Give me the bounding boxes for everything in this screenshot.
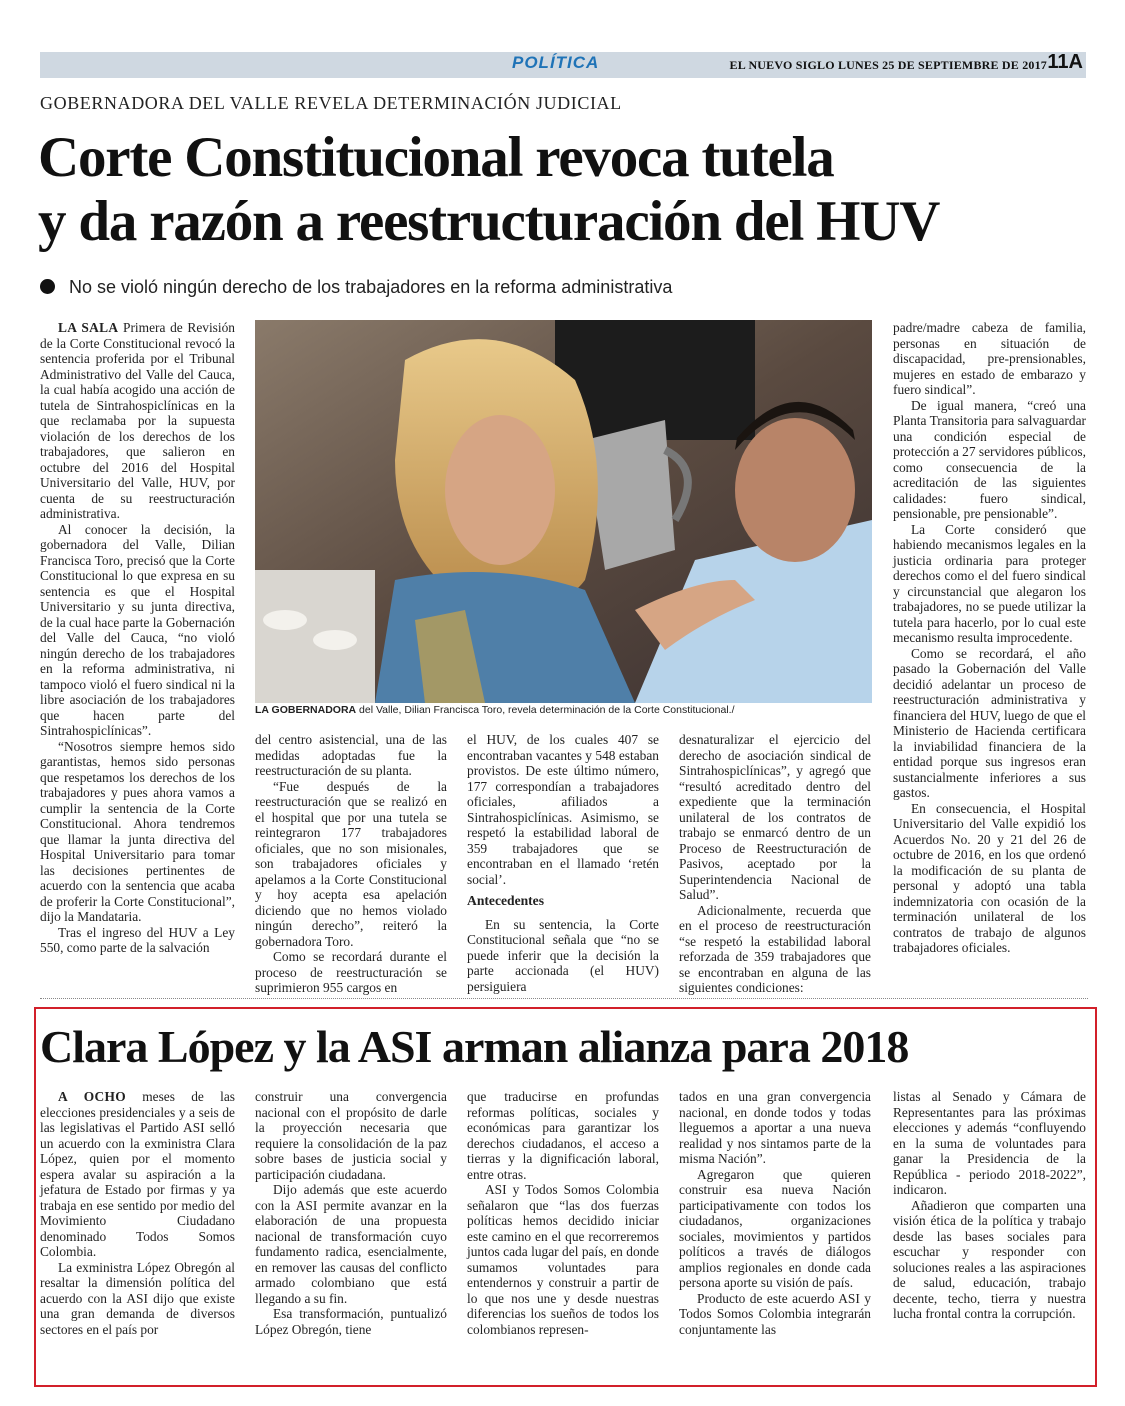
paragraph-text: meses de las elecciones presidenciales y a seis de las legislativas el Partido ASI selló un acuerdo con la exministra Clara López, quien por el momento espera avalar su aspiración a la jefatura de Estado por firmas y ya trabaja en ese sentido por medio del Movimiento Ciudadano denominado Todos Somos Colombia. (40, 1089, 236, 1259)
paragraph: desnaturalizar el ejercicio del derecho de asociación sindical de Sintrahospiclínicas”, y agregó que “resultó acreditado dentro del expediente que la terminación unilateral de los contratos de trabajo se enmarcó dentro de un Proceso de Reestructuración de Pasivos, aceptado por la Superintendencia Nacional de Salud”. (679, 732, 871, 902)
article1-column-5 (893, 320, 1086, 956)
headline-line-2: y da razón a reestructuración del HUV (38, 190, 940, 253)
article1-column-2 (255, 732, 447, 996)
article1-column-3 (467, 732, 659, 994)
article-photo (255, 320, 872, 703)
article2-column-2 (255, 1089, 447, 1337)
section-label: POLÍTICA (512, 53, 600, 72)
paragraph: De igual manera, “creó una Planta Transitoria para salvaguardar una condición especial de protección a 27 servidores públicos, como consecuencia de la acreditación de las siguientes calidades: fuero sindical, pensionable, pre pensionable”. (893, 397, 1086, 521)
page-number: 11A (1047, 51, 1083, 73)
bullet-icon (40, 279, 55, 294)
caption-lead: LA GOBERNADORA (255, 704, 357, 716)
paragraph: En su sentencia, la Corte Constitucional señala que “no se puede inferir que la decisión la parte accionada (el HUV) persiguiera (467, 916, 659, 994)
paragraph: tados en una gran convergencia nacional, en donde todos y todas lleguemos a aportar a una nueva realidad y nos sintamos parte de la misma Nación”. (679, 1089, 871, 1166)
paragraph: Al conocer la decisión, la gobernadora del Valle, Dilian Francisca Toro, precisó que la Corte Constitucional lo que expresa en su sentencia es que el Hospital Universitario y su junta directiva, de la cual hace parte la Gobernación del Valle del Cauca, “no violó ningún derecho de los trabajadores en la reforma administrativa, ni tampoco violó el fuero sindical ni la libre asociación de los trabajadores que hacen parte del Sintrahospiclínicas”. (40, 521, 235, 738)
article2-headline: Clara López y la ASI arman alianza para 2018 (40, 1021, 909, 1072)
article2-column-5 (893, 1089, 1086, 1322)
paragraph-text: Primera de Revisión de la Corte Constitucional revocó la sentencia proferida por el Tribunal Administrativo del Valle del Cauca, la cual había acogido una acción de tutela de Sintrahospiclínicas en la que reclamaba por la supuesta violación de los derechos de los trabajadores, que salieron en octubre del 2016 del Hospital Universitario del Valle, HUV, por cuenta de su reestructuración administrativa. (40, 320, 236, 521)
subhead-text: No se violó ningún derecho de los trabajadores en la reforma administrativa (69, 277, 673, 297)
article1-column-4 (679, 732, 871, 996)
article-subhead (40, 277, 672, 298)
paragraph: ASI y Todos Somos Colombia señalaron que “las dos fuerzas políticas hemos decidido iniciar este camino en el que recorreremos juntos cada lugar del país, en donde sumamos voluntades para entendernos y construir a partir de lo que nos une y desde nuestras diferencias los sueños de todos los colombianos represen- (467, 1182, 659, 1337)
subtitle: Antecedentes (467, 893, 545, 908)
article1-column-1 (40, 320, 235, 956)
paragraph: padre/madre cabeza de familia, personas en situación de discapacidad, pre-prensionables, mujeres en estado de embarazo y fuero sindical”. (893, 320, 1086, 397)
lead-word: LA SALA (58, 320, 119, 335)
paragraph: del centro asistencial, una de las medidas adoptadas fue la reestructuración de su planta. (255, 732, 447, 778)
paragraph: Añadieron que comparten una visión ética de la política y trabajo desde las bases sociales para escuchar y responder con soluciones reales a las aspiraciones de salud, educación, trabajo decente, techo, tierra y nuestra lucha frontal contra la corrupción. (893, 1197, 1086, 1321)
paragraph: Como se recordará, el año pasado la Gobernación del Valle decidió adelantar un proceso de reestructuración administrativa y financiera del HUV, luego de que el Ministerio de Hacienda certificara la inviabilidad financiera de la entidad porque sus ingresos eran sustancialmente inferiores a sus gastos. (893, 645, 1086, 800)
article2-column-3 (467, 1089, 659, 1337)
paragraph (40, 1089, 235, 1260)
paragraph: “Nosotros siempre hemos sido garantistas, hemos sido personas que respetamos los derechos de los trabajadores y pues ahora vamos a cumplir la sentencia de la Corte Constitucional. Ahora tendremos que llamar la junta directiva del Hospital Universitario para tomar las decisiones pertinentes de acuerdo con la sentencia que acaba de proferir la Corte Constitucional”, dijo la Mandataria. (40, 738, 235, 924)
paragraph: “Fue después de la reestructuración que se realizó en el hospital que por una tutela se reintegraron 177 trabajadores oficiales, que no son misionales, son trabajadores oficiales y apelamos a la Corte Constitucional y hoy acepta esa apelación diciendo que no hemos violado ningún derecho”, reiteró la gobernadora Toro. (255, 778, 447, 949)
paragraph: La Corte consideró que habiendo mecanismos legales en la justicia ordinaria para proteger derechos como el del fuero sindical y circunstancial que alegaron los trabajadores, no se puede utilizar la tutela para hacerlo, por lo cual este mecanismo resulta improcedente. (893, 521, 1086, 645)
article2-column-4 (679, 1089, 871, 1337)
paragraph: Dijo además que este acuerdo con la ASI permite avanzar en la elaboración de una propuesta nacional de transformación cuyo fundamento radica, esencialmente, en remover las causas del conflicto armado colombiano que está llegando a su fin. (255, 1182, 447, 1306)
article-headline (38, 126, 1088, 254)
caption-text: del Valle, Dilian Francisca Toro, revela determinación de la Corte Constitucional./ (356, 704, 735, 716)
photo-caption (255, 703, 872, 717)
paragraph: construir una convergencia nacional con el propósito de darle la proyección necesaria que requiere la consolidación de la paz sobre bases de justicia social y participación ciudadana. (255, 1089, 447, 1182)
headline-line-1: Corte Constitucional revoca tutela (38, 126, 834, 189)
paragraph: el HUV, de los cuales 407 se encontraban vacantes y 548 estaban provistos. De este último número, 177 correspondían a trabajadores oficiales, afiliados a Sintrahospiclínicas. Asimismo, se respetó la estabilidad laboral de 359 trabajadores que se encontraban en el llamado ‘retén social’. (467, 732, 659, 887)
paragraph: que traducirse en profundas reformas políticas, sociales y económicas para garantizar los derechos ciudadanos, el acceso a tierras y la dignificación laboral, entre otras. (467, 1089, 659, 1182)
paragraph: Agregaron que quieren construir esa nueva Nación participativamente con todos los ciudadanos, organizaciones sociales, movimientos y partidos políticos a través de diálogos amplios regionales en donde cada persona aporte su visión de país. (679, 1166, 871, 1290)
paragraph: La exministra López Obregón al resaltar la dimensión política del acuerdo con la ASI dijo que existe una gran demanda de diversos sectores en el país por (40, 1259, 235, 1337)
paragraph: Esa transformación, puntualizó López Obregón, tiene (255, 1306, 447, 1337)
paragraph: Tras el ingreso del HUV a Ley 550, como parte de la salvación (40, 924, 235, 955)
paragraph: listas al Senado y Cámara de Representantes para las próximas elecciones y además “confluyendo en la suma de voluntades para ganar la Presidencia de la República - periodo 2018-2022”, indicaron. (893, 1089, 1086, 1197)
paragraph: En consecuencia, el Hospital Universitario del Valle expidió los Acuerdos No. 20 y 21 del 26 de octubre de 2016, en los que ordenó la modificación de su planta de personal y adoptó una tabla indemnizatoria con ocasión de la terminación unilateral de los contratos de trabajo de algunos trabajadores oficiales. (893, 800, 1086, 955)
article-kicker: GOBERNADORA DEL VALLE REVELA DETERMINACIÓN JUDICIAL (40, 93, 622, 113)
paragraph: Como se recordará durante el proceso de reestructuración se suprimieron 955 cargos en (255, 949, 447, 995)
photo-illustration (255, 320, 872, 703)
publication-info: EL NUEVO SIGLO LUNES 25 DE SEPTIEMBRE DE 2017 (729, 58, 1047, 72)
section-divider (40, 998, 1088, 999)
paragraph (40, 320, 235, 522)
lead-word: A OCHO (58, 1089, 126, 1104)
paragraph: Adicionalmente, recuerda que en el proceso de reestructuración “se respetó la estabilidad laboral reforzada de 359 trabajadores que se encontraban en alguna de las siguientes condiciones: (679, 902, 871, 995)
paragraph: Producto de este acuerdo ASI y Todos Somos Colombia integrarán conjuntamente las (679, 1290, 871, 1337)
article2-column-1 (40, 1089, 235, 1337)
